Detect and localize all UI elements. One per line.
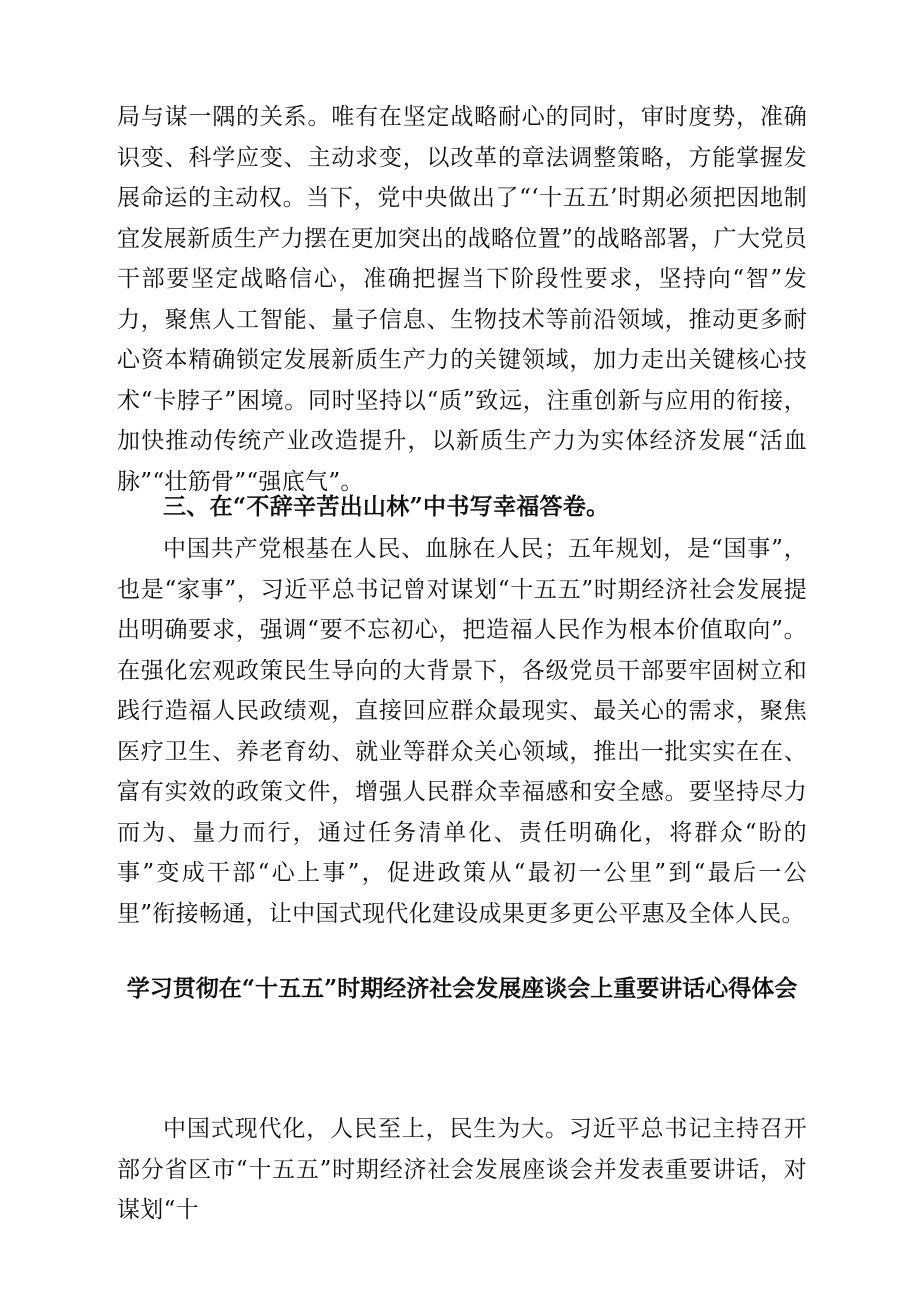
article-title: 学习贯彻在“十五五”时期经济社会发展座谈会上重要讲话心得体会 [126, 975, 798, 1002]
paragraph-article-intro: 中国式现代化，人民至上，民生为大。习近平总书记主持召开部分省区市“十五五”时期经济社会发展座谈会并发表重要讲话，对谋划“十 [117, 1116, 807, 1223]
section-heading-3: 三、在“不辞辛苦出山林”中书写幸福答卷。 [163, 493, 610, 520]
paragraph-continuation: 局与谋一隅的关系。唯有在坚定战略耐心的同时，审时度势，准确识变、科学应变、主动求变，以改革的章法调整策略，方能掌握发展命运的主动权。当下，党中央做出了“‘十五五’时期必须把因地制宜发展新质生产力摆在更加突出的战略位置”的战略部署，广大党员干部要坚定战略信心，准确把握当下阶段性要求，坚持向“智”发力，聚焦人工智能、量子信息、生物技术等前沿领域，推动更多耐心资本精确锁定发展新质生产力的关键领域，加力走出关键核心技术“卡脖子”困境。同时坚持以“质”致远，注重创新与应用的衔接，加快推动传统产业改造提升，以新质生产力为实体经济发展“活血脉”“壮筋骨”“强底气”。 [117, 104, 807, 495]
paragraph-section-3: 中国共产党根基在人民、血脉在人民；五年规划，是“国事”，也是“家事”，习近平总书记曾对谋划“十五五”时期经济社会发展提出明确要求，强调“要不忘初心，把造福人民作为根本价值取向”。在强化宏观政策民生导向的大背景下，各级党员干部要牢固树立和践行造福人民政绩观，直接回应群众最现实、最关心的需求，聚焦医疗卫生、养老育幼、就业等群众关心领域，推出一批实实在在、富有实效的政策文件，增强人民群众幸福感和安全感。要坚持尽力而为、量力而行，通过任务清单化、责任明确化，将群众“盼的事”变成干部“心上事”，促进政策从“最初一公里”到“最后一公里”衔接畅通，让中国式现代化建设成果更多更公平惠及全体人民。 [117, 536, 807, 927]
